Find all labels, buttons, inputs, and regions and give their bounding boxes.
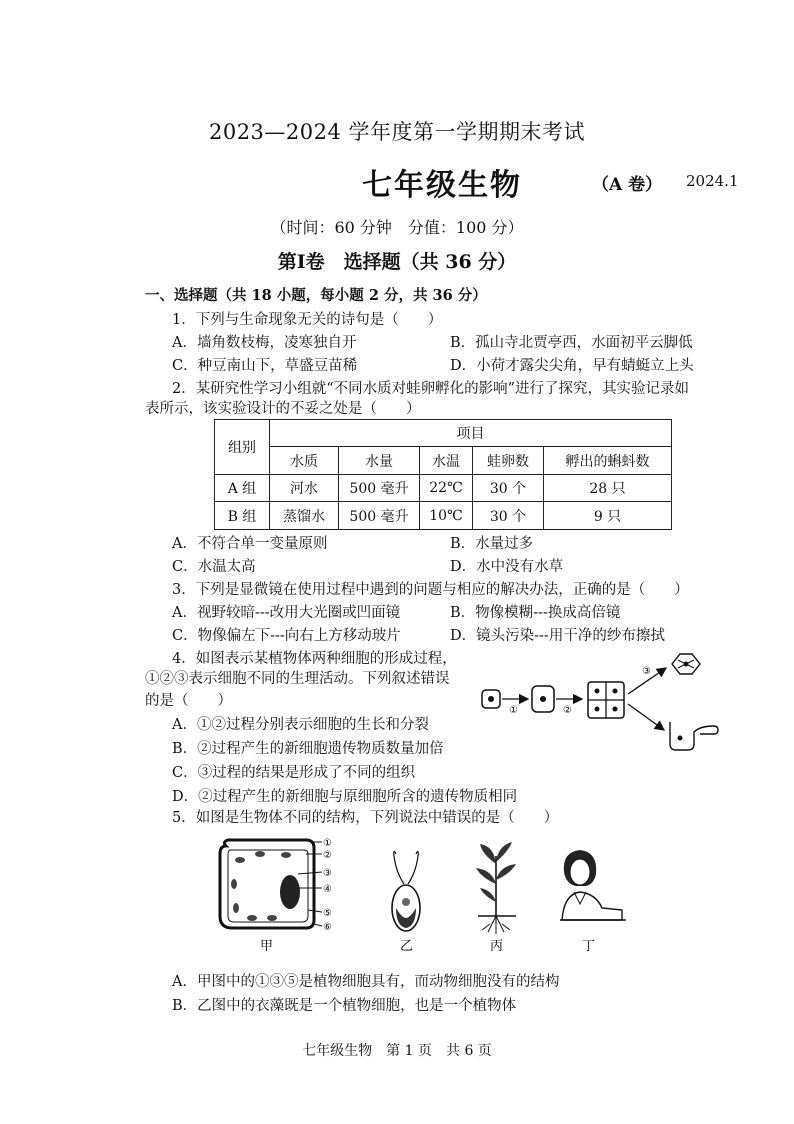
q4-option-c: C．③过程的结果是形成了不同的组织: [172, 765, 416, 781]
grown-cell: [532, 686, 554, 712]
human: [560, 850, 626, 920]
cell-label: ⑥: [323, 922, 332, 933]
table-cell: 10℃: [420, 502, 473, 530]
part-heading: 一、选择题（共 18 小题，每小题 2 分，共 36 分）: [145, 287, 487, 304]
q4-stem-line3: 的是（ ）: [145, 693, 232, 709]
page-footer: 七年级生物 第 1 页 共 6 页: [302, 1043, 492, 1059]
q5-option-a: A．甲图中的①③⑤是植物细胞具有，而动物细胞没有的结构: [172, 974, 560, 990]
q2-option-d: D．水中没有水草: [450, 559, 564, 575]
q2-stem-line2: 表所示，该实验设计的不妥之处是（ ）: [145, 401, 421, 417]
cell-label: ①: [323, 838, 332, 849]
root-hair-cell: [670, 722, 718, 750]
q4-stem-line1: 4．如图表示某植物体两种细胞的形成过程，: [172, 651, 457, 667]
table-cell: 22℃: [420, 475, 473, 502]
table-cell: 500 毫升: [339, 475, 420, 502]
table-cell: 河水: [270, 475, 339, 502]
table-cell: 30 个: [473, 475, 544, 502]
table-cell: 蒸馏水: [270, 502, 339, 530]
q1-stem: 1．下列与生命现象无关的诗句是（ ）: [172, 312, 443, 328]
plant: [476, 842, 516, 934]
q1-option-d: D．小荷才露尖尖角，早有蜻蜓立上头: [450, 358, 694, 374]
cell-division-figure: [478, 646, 728, 756]
figure-label-ding: 丁: [582, 939, 596, 954]
exam-date: 2024.1: [686, 172, 739, 190]
plant-cell: [220, 838, 332, 933]
cell-label: ②: [323, 850, 332, 861]
exam-time-info: （时间：60 分钟 分值：100 分）: [270, 218, 524, 237]
single-cell: [482, 690, 500, 708]
q4-option-b: B．②过程产生的新细胞遗传物质数量加倍: [172, 741, 444, 757]
table-header-items: 项目: [270, 420, 672, 447]
table-row: [215, 475, 672, 502]
table-col-header: 水质: [270, 447, 339, 475]
q1-option-c: C．种豆南山下，草盛豆苗稀: [172, 358, 358, 374]
q3-option-b: B．物像模糊---换成高倍镜: [450, 605, 621, 621]
cell-label: ⑤: [323, 908, 332, 919]
table-col-header: 水温: [420, 447, 473, 475]
q5-option-b: B．乙图中的衣藻既是一个植物细胞，也是一个植物体: [172, 998, 517, 1014]
q2-stem-line1: 2．某研究性学习小组就“不同水质对蛙卵孵化的影响”进行了探究，其实验记录如: [172, 381, 690, 397]
q5-stem: 5．如图是生物体不同的结构，下列说法中错误的是（ ）: [172, 810, 559, 826]
section-title: 第Ⅰ卷 选择题（共 36 分）: [277, 251, 517, 273]
table-header-group: 组别: [215, 420, 270, 475]
q1-option-a: A．墙角数枝梅，凌寒独自开: [172, 335, 357, 351]
table-cell: A 组: [215, 475, 270, 502]
table-col-header: 孵出的蝌蚪数: [544, 447, 672, 475]
table-cell: 9 只: [544, 502, 672, 530]
q2-option-b: B．水量过多: [450, 536, 534, 552]
q1-option-b: B．孤山寺北贾亭西，水面初平云脚低: [450, 335, 693, 351]
cell-label: ④: [323, 884, 332, 895]
table-col-header: 蛙卵数: [473, 447, 544, 475]
figure-label: ②: [563, 705, 572, 716]
q2-option-c: C．水温太高: [172, 559, 256, 575]
q3-stem: 3．下列是显微镜在使用过程中遇到的问题与相应的解决办法，正确的是（ ）: [172, 582, 689, 598]
divided-cells: [588, 682, 624, 718]
q3-option-c: C．物像偏左下---向右上方移动玻片: [172, 628, 401, 644]
figure-label: ①: [509, 705, 518, 716]
q3-option-d: D．镜头污染---用干净的纱布擦拭: [450, 628, 665, 644]
table-cell: 28 只: [544, 475, 672, 502]
exam-subtitle: 七年级生物: [362, 168, 522, 203]
table-cell: 500 毫升: [339, 502, 420, 530]
table-cell: 30 个: [473, 502, 544, 530]
table-cell: B 组: [215, 502, 270, 530]
figure-label: ③: [642, 666, 651, 677]
specialized-cell-upper: [672, 654, 700, 674]
q4-option-d: D．②过程产生的新细胞与原细胞所含的遗传物质相同: [172, 789, 518, 805]
q3-option-a: A．视野较暗---改用大光圈或凹面镜: [172, 605, 401, 621]
organisms-figure: [210, 834, 630, 960]
table-col-header: 水量: [339, 447, 420, 475]
experiment-table: [214, 419, 672, 530]
q4-option-a: A．①②过程分别表示细胞的生长和分裂: [172, 717, 429, 733]
exam-version: （A 卷）: [592, 175, 663, 195]
chlamydomonas: [392, 851, 420, 931]
figure-label-yi: 乙: [400, 939, 414, 954]
q4-stem-line2: ①②③表示细胞不同的生理活动。下列叙述错误: [145, 671, 450, 687]
cell-label: ③: [323, 868, 332, 879]
table-row: [215, 502, 672, 530]
figure-label-jia: 甲: [260, 939, 274, 954]
figure-label-bing: 丙: [490, 939, 504, 954]
arrow-3-down: [628, 704, 664, 730]
q2-option-a: A．不符合单一变量原则: [172, 536, 328, 552]
exam-title: 2023—2024 学年度第一学期期末考试: [208, 120, 586, 144]
